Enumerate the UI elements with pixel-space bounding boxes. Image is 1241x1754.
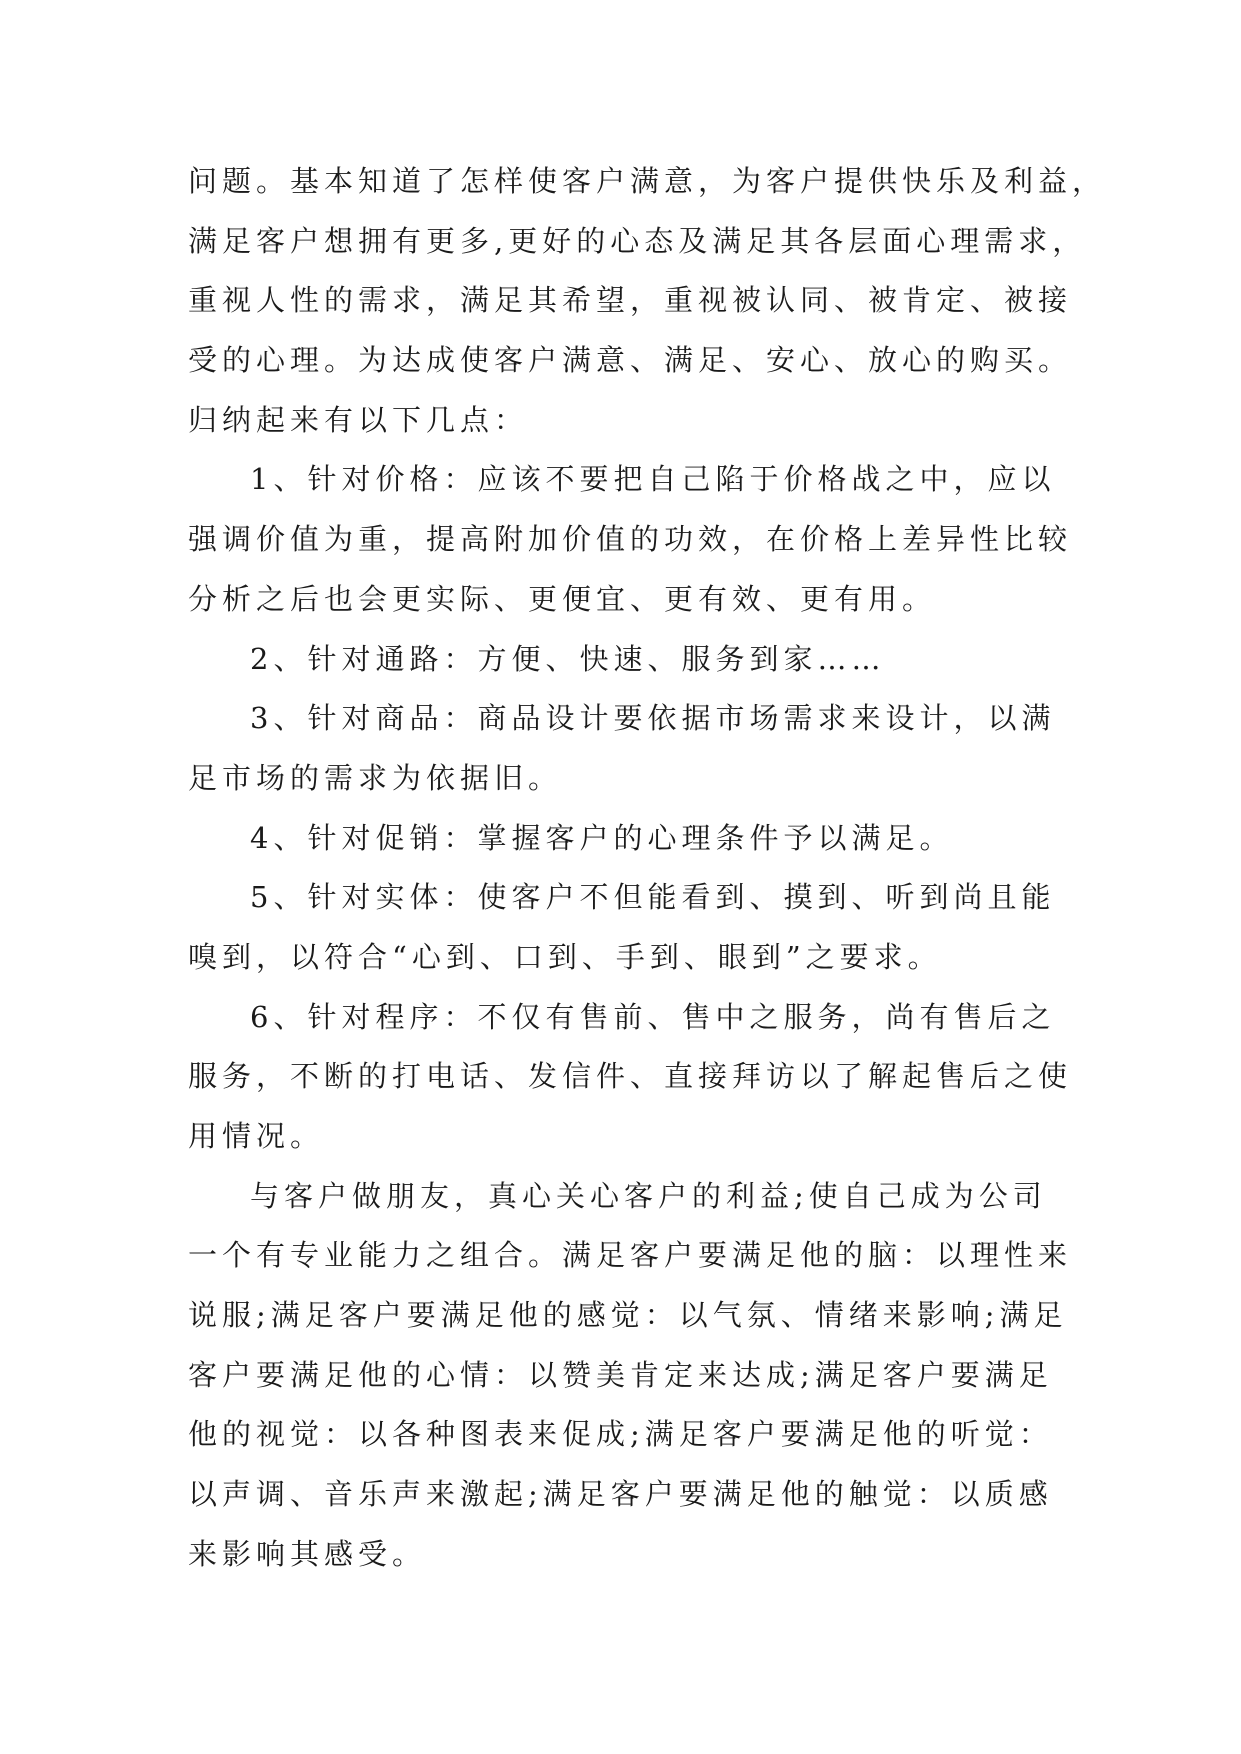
text-line: 来影响其感受。 (188, 1536, 427, 1571)
list-item-channel: 2、针对通路：方便、快速、服务到家…… (250, 641, 886, 676)
text-line: 受的心理。为达成使客户满意、满足、安心、放心的购买。 (188, 343, 1073, 378)
text-line: 一个有专业能力之组合。满足客户要满足他的脑：以理性来 (188, 1238, 1073, 1273)
list-item-procedure: 6、针对程序：不仅有售前、售中之服务，尚有售后之 (250, 999, 1056, 1034)
text-line: 他的视觉：以各种图表来促成;满足客户要满足他的听觉： (188, 1417, 1053, 1452)
text-line: 以声调、音乐声来激起;满足客户要满足他的触觉：以质感 (188, 1477, 1053, 1512)
body-text (188, 152, 1107, 1585)
text-line: 问题。基本知道了怎样使客户满意，为客户提供快乐及利益， (188, 164, 1107, 198)
text-line: 分析之后也会更实际、更便宜、更有效、更有用。 (188, 581, 937, 616)
list-item-product: 3、针对商品：商品设计要依据市场需求来设计，以满 (250, 701, 1056, 736)
text-line: 重视人性的需求，满足其希望，重视被认同、被肯定、被接 (188, 283, 1073, 318)
list-item-price: 1、针对价格：应该不要把自己陷于价格战之中，应以 (250, 462, 1056, 497)
text-line: 归纳起来有以下几点： (188, 402, 529, 437)
list-item-promotion: 4、针对促销：掌握客户的心理条件予以满足。 (250, 820, 954, 855)
text-line: 满足客户想拥有更多,更好的心态及满足其各层面心理需求， (188, 223, 1087, 258)
text-line: 足市场的需求为依据旧。 (188, 760, 563, 795)
text-line: 嗅到，以符合“心到、口到、手到、眼到”之要求。 (188, 939, 942, 974)
text-line: 客户要满足他的心情：以赞美肯定来达成;满足客户要满足 (188, 1357, 1053, 1392)
text-line: 说服;满足客户要满足他的感觉：以气氛、情绪来影响;满足 (188, 1298, 1068, 1333)
text-line: 服务，不断的打电话、发信件、直接拜访以了解起售后之使 (188, 1059, 1073, 1094)
text-line: 用情况。 (188, 1119, 325, 1153)
text-line: 强调价值为重，提高附加价值的功效，在价格上差异性比较 (188, 522, 1073, 557)
list-item-entity: 5、针对实体：使客户不但能看到、摸到、听到尚且能 (250, 880, 1056, 915)
paragraph-start: 与客户做朋友，真心关心客户的利益;使自己成为公司 (250, 1178, 1047, 1213)
